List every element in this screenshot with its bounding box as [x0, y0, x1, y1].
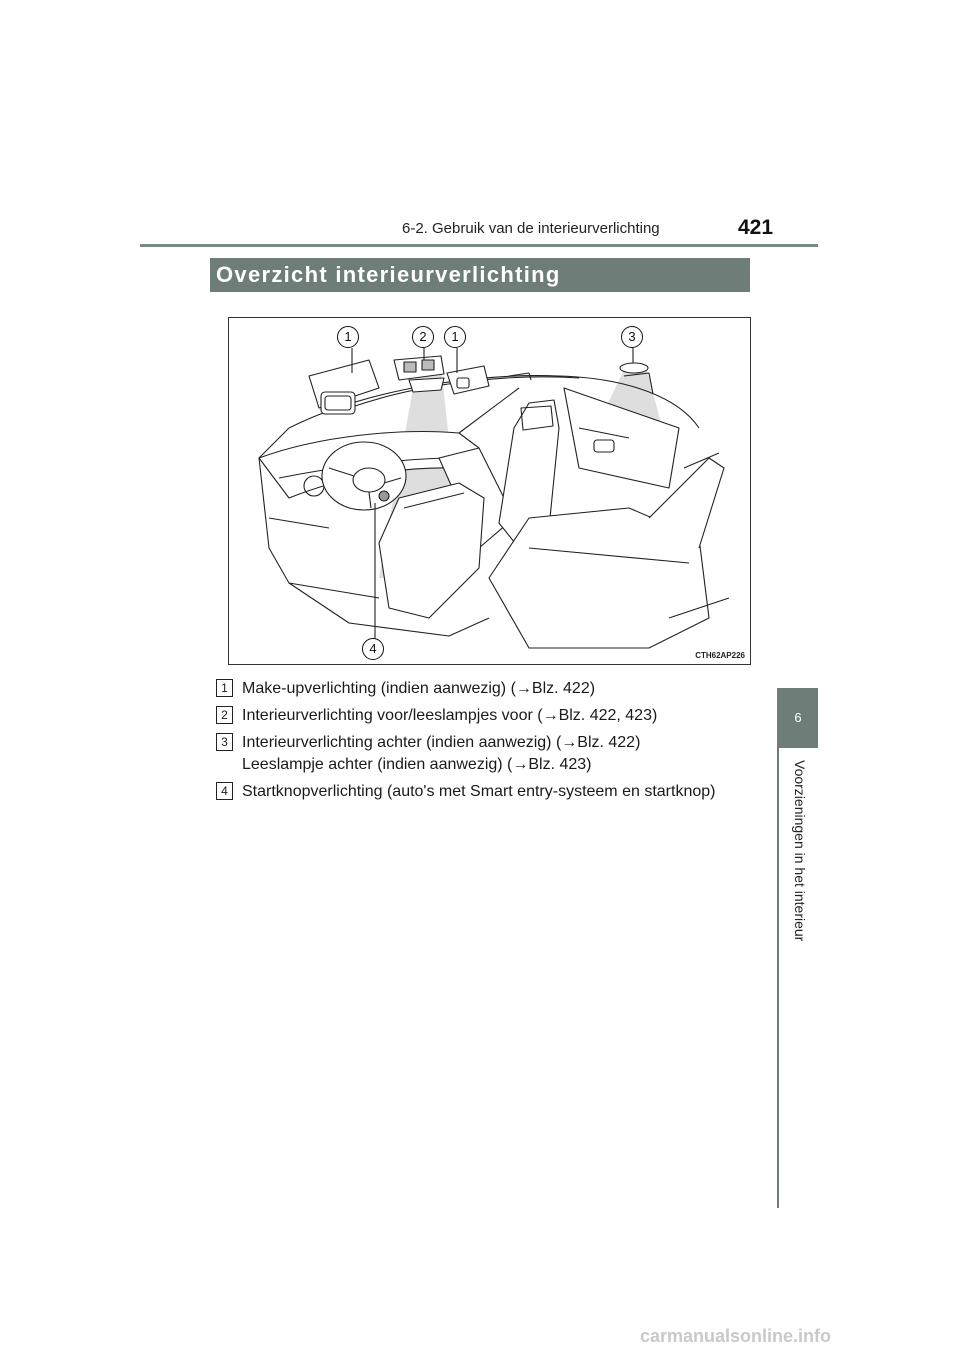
- callout-3: 3: [621, 326, 643, 348]
- legend-number: 4: [216, 782, 233, 800]
- interior-lighting-figure: [228, 317, 751, 665]
- section-title-bar: [210, 258, 750, 292]
- legend-number: 3: [216, 733, 233, 751]
- callout-1b: 1: [444, 326, 466, 348]
- watermark: carmanualsonline.info: [640, 1326, 832, 1346]
- header-section-title: 6-2. Gebruik van de interieurverlichting: [402, 220, 660, 237]
- legend-text: Interieurverlichting achter (indien aanwezig) (→Blz. 422): [242, 734, 641, 751]
- callout-4: 4: [362, 638, 384, 660]
- legend-text: Interieurverlichting voor/leeslampjes voor (→Blz. 422, 423): [242, 707, 658, 724]
- header-rule: [140, 244, 818, 247]
- side-rule: [777, 688, 779, 1208]
- legend-text-line-2: Leeslampje achter (indien aanwezig) (→Blz. 423): [242, 756, 592, 773]
- chapter-tab: [778, 688, 818, 748]
- callout-1a: 1: [337, 326, 359, 348]
- legend-text: Startknopverlichting (auto's met Smart entry-systeem en startknop): [242, 783, 716, 800]
- page-number: 421: [738, 216, 774, 239]
- section-title: Overzicht interieurverlichting: [216, 262, 561, 287]
- chapter-number: 6: [794, 710, 802, 725]
- chapter-title: Voorzieningen in het interieur: [792, 760, 808, 942]
- callout-2: 2: [412, 326, 434, 348]
- legend-number: 1: [216, 679, 233, 697]
- legend-text: Make-upverlichting (indien aanwezig) (→Blz. 422): [242, 680, 596, 697]
- car-interior-illustration: [229, 318, 750, 664]
- figure-code: CTH62AP226: [695, 651, 745, 660]
- legend-number: 2: [216, 706, 233, 724]
